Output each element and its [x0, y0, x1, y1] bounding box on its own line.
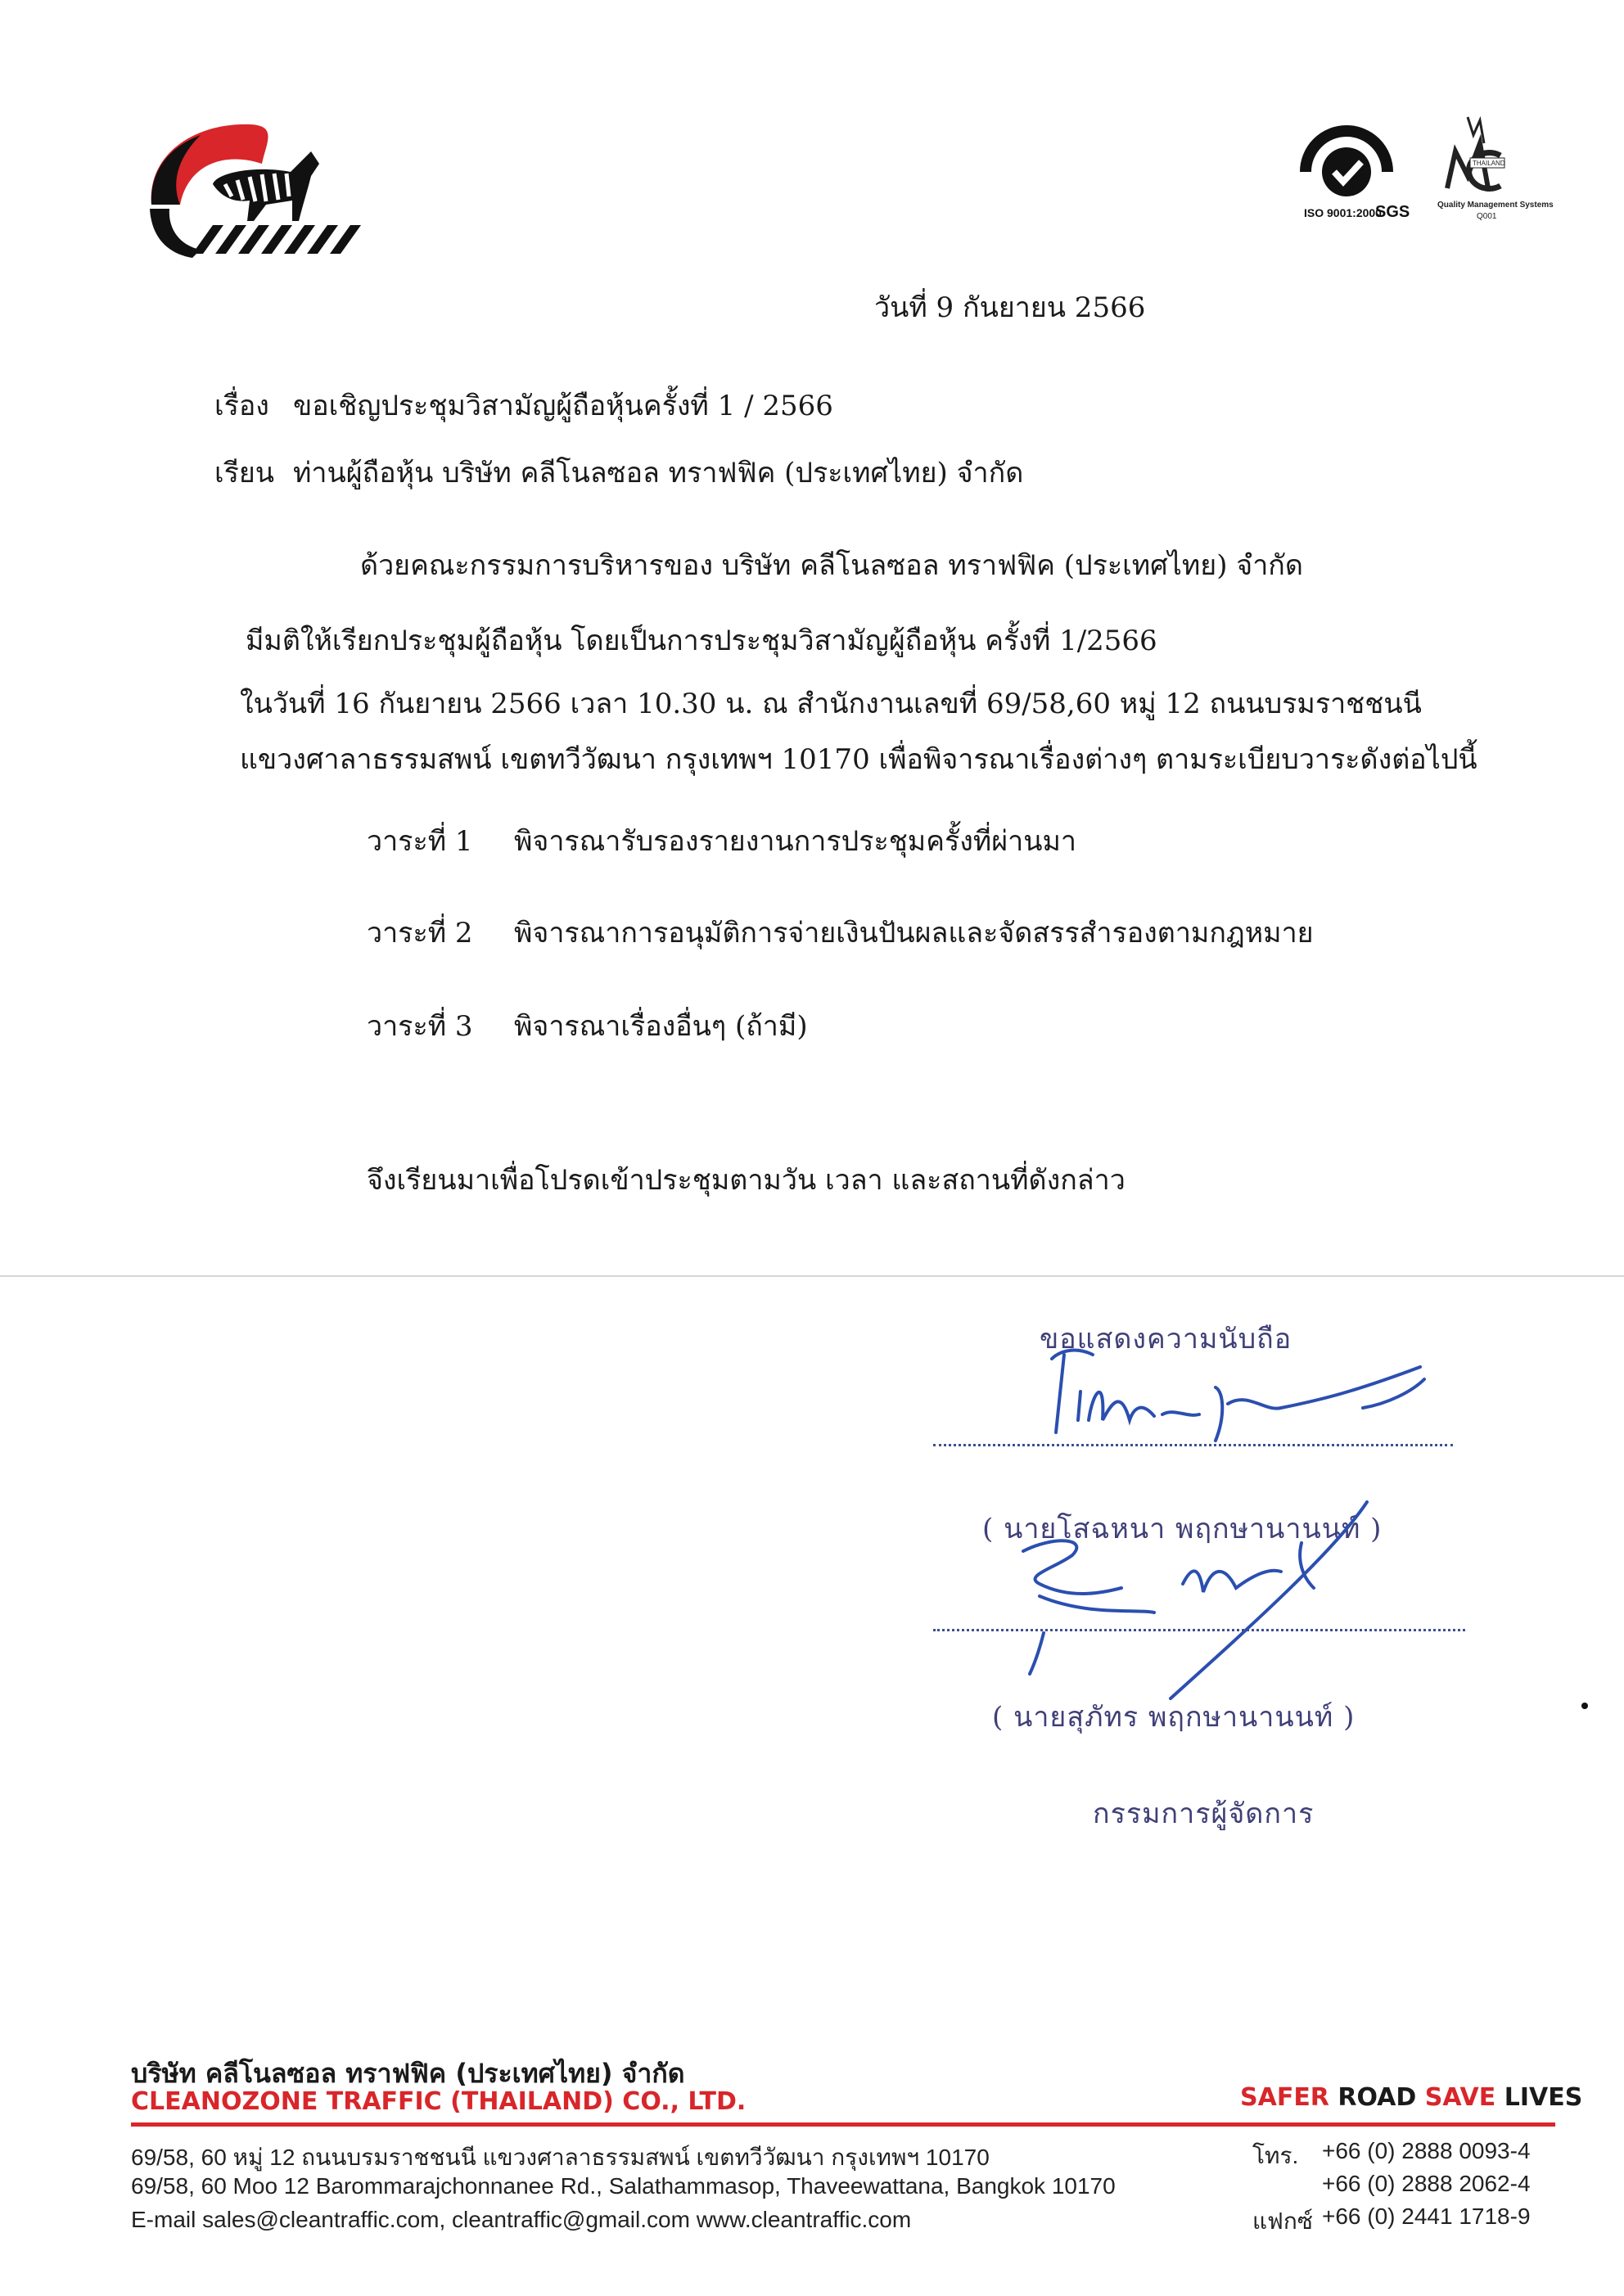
zebra-crossing-logo-icon	[150, 124, 361, 258]
footer-address-en: 69/58, 60 Moo 12 Barommarajchonnanee Rd., Salathammasop, Thaveewattana, Bangkok 10170	[131, 2173, 1116, 2199]
footer-tel-1: +66 (0) 2888 0093-4	[1322, 2138, 1531, 2163]
footer-tel-label: โทร.	[1252, 2143, 1299, 2168]
footer-company-en: CLEANOZONE TRAFFIC (THAILAND) CO., LTD.	[131, 2087, 747, 2116]
masci-thailand-text: THAILAND	[1473, 160, 1505, 167]
subject-label: เรื่อง	[214, 390, 269, 422]
paragraph-line-1: ด้วยคณะกรรมการบริหารของ บริษัท คลีโนลซอล ทราฟฟิค (ประเทศไทย) จำกัด	[360, 549, 1303, 582]
signer-1-name: ( นายโสฉหนา พฤกษานานนท์ )	[982, 1513, 1383, 1545]
cert-sgs-text: SGS	[1375, 203, 1410, 221]
signature-line-2	[933, 1629, 1465, 1631]
company-logo	[143, 115, 368, 262]
regards-text: ขอแสดงความนับถือ	[1040, 1323, 1292, 1355]
cert-iso-text: ISO 9001:2000	[1304, 206, 1382, 219]
footer-address-th: 69/58, 60 หมู่ 12 ถนนบรมราชชนนี แขวงศาลาธรรมสพน์ เขตทวีวัฒนา กรุงเทพฯ 10170	[131, 2145, 990, 2170]
slogan-word: SAFER	[1240, 2083, 1329, 2112]
iso-cert-logo	[1289, 115, 1412, 225]
slogan-word: SAVE	[1424, 2083, 1496, 2112]
agenda-text: พิจารณาเรื่องอื่นๆ (ถ้ามี)	[514, 1010, 808, 1043]
masci-caption-line1: Quality Management Systems	[1437, 201, 1554, 210]
subject-text: ขอเชิญประชุมวิสามัญผู้ถือหุ้นครั้งที่ 1 / 2566	[293, 390, 833, 422]
fold-divider	[0, 1275, 1624, 1277]
paragraph-line-2: มีมติให้เรียกประชุมผู้ถือหุ้น โดยเป็นการประชุมวิสามัญผู้ถือหุ้น ครั้งที่ 1/2566	[246, 625, 1157, 657]
closing-text: จึงเรียนมาเพื่อโปรดเข้าประชุมตามวัน เวลา และสถานที่ดังกล่าว	[367, 1164, 1126, 1197]
footer-company-th: บริษัท คลีโนลซอล ทราฟฟิค (ประเทศไทย) จำกัด	[131, 2058, 685, 2089]
to-label: เรียน	[214, 457, 275, 489]
letter-date: วันที่ 9 กันยายน 2566	[874, 291, 1146, 324]
signer-2-name: ( นายสุภัทร พฤกษานานนท์ )	[992, 1701, 1356, 1734]
scan-speck	[1581, 1703, 1588, 1709]
signature-line-1	[933, 1444, 1453, 1446]
to-text: ท่านผู้ถือหุ้น บริษัท คลีโนลซอล ทราฟฟิค (ประเทศไทย) จำกัด	[293, 457, 1024, 489]
handwritten-signature-icon	[1052, 1351, 1424, 1441]
paragraph-line-3: ในวันที่ 16 กันยายน 2566 เวลา 10.30 น. ณ สำนักงานเลขที่ 69/58,60 หมู่ 12 ถนนบรมราชชนนี	[240, 688, 1422, 720]
masci-logo	[1423, 111, 1554, 225]
slogan-word: ROAD	[1338, 2083, 1417, 2112]
agenda-text: พิจารณารับรองรายงานการประชุมครั้งที่ผ่านมา	[514, 825, 1076, 858]
footer-fax: +66 (0) 2441 1718-9	[1322, 2204, 1531, 2229]
slogan-word: LIVES	[1504, 2083, 1583, 2112]
paragraph-line-4: แขวงศาลาธรรมสพน์ เขตทวีวัฒนา กรุงเทพฯ 10170 เพื่อพิจารณาเรื่องต่างๆ ตามระเบียบวาระดังต่อไปนี้	[240, 743, 1477, 776]
signature-1	[1011, 1342, 1453, 1449]
footer-fax-label: แฟกซ์	[1252, 2208, 1313, 2234]
footer-tel-2: +66 (0) 2888 2062-4	[1322, 2171, 1531, 2196]
signer-title: กรรมการผู้จัดการ	[1093, 1798, 1315, 1830]
footer-rule	[131, 2122, 1555, 2127]
handwritten-signature-icon	[1023, 1502, 1367, 1698]
footer-slogan	[1240, 2083, 1582, 2112]
masci-thailand-logo-icon	[1447, 117, 1504, 189]
footer-email-web: E-mail sales@cleantraffic.com, cleantraffic@gmail.com www.cleantraffic.com	[131, 2207, 912, 2232]
agenda-text: พิจารณาการอนุมัติการจ่ายเงินปันผลและจัดสรรสำรองตามกฎหมาย	[514, 917, 1314, 950]
agenda-label: วาระที่ 3	[367, 1010, 473, 1043]
masci-caption-line2: Q001	[1477, 212, 1497, 221]
agenda-label: วาระที่ 2	[367, 917, 473, 950]
agenda-label: วาระที่ 1	[367, 825, 473, 858]
iso-9001-sgs-seal-icon	[1306, 131, 1387, 196]
